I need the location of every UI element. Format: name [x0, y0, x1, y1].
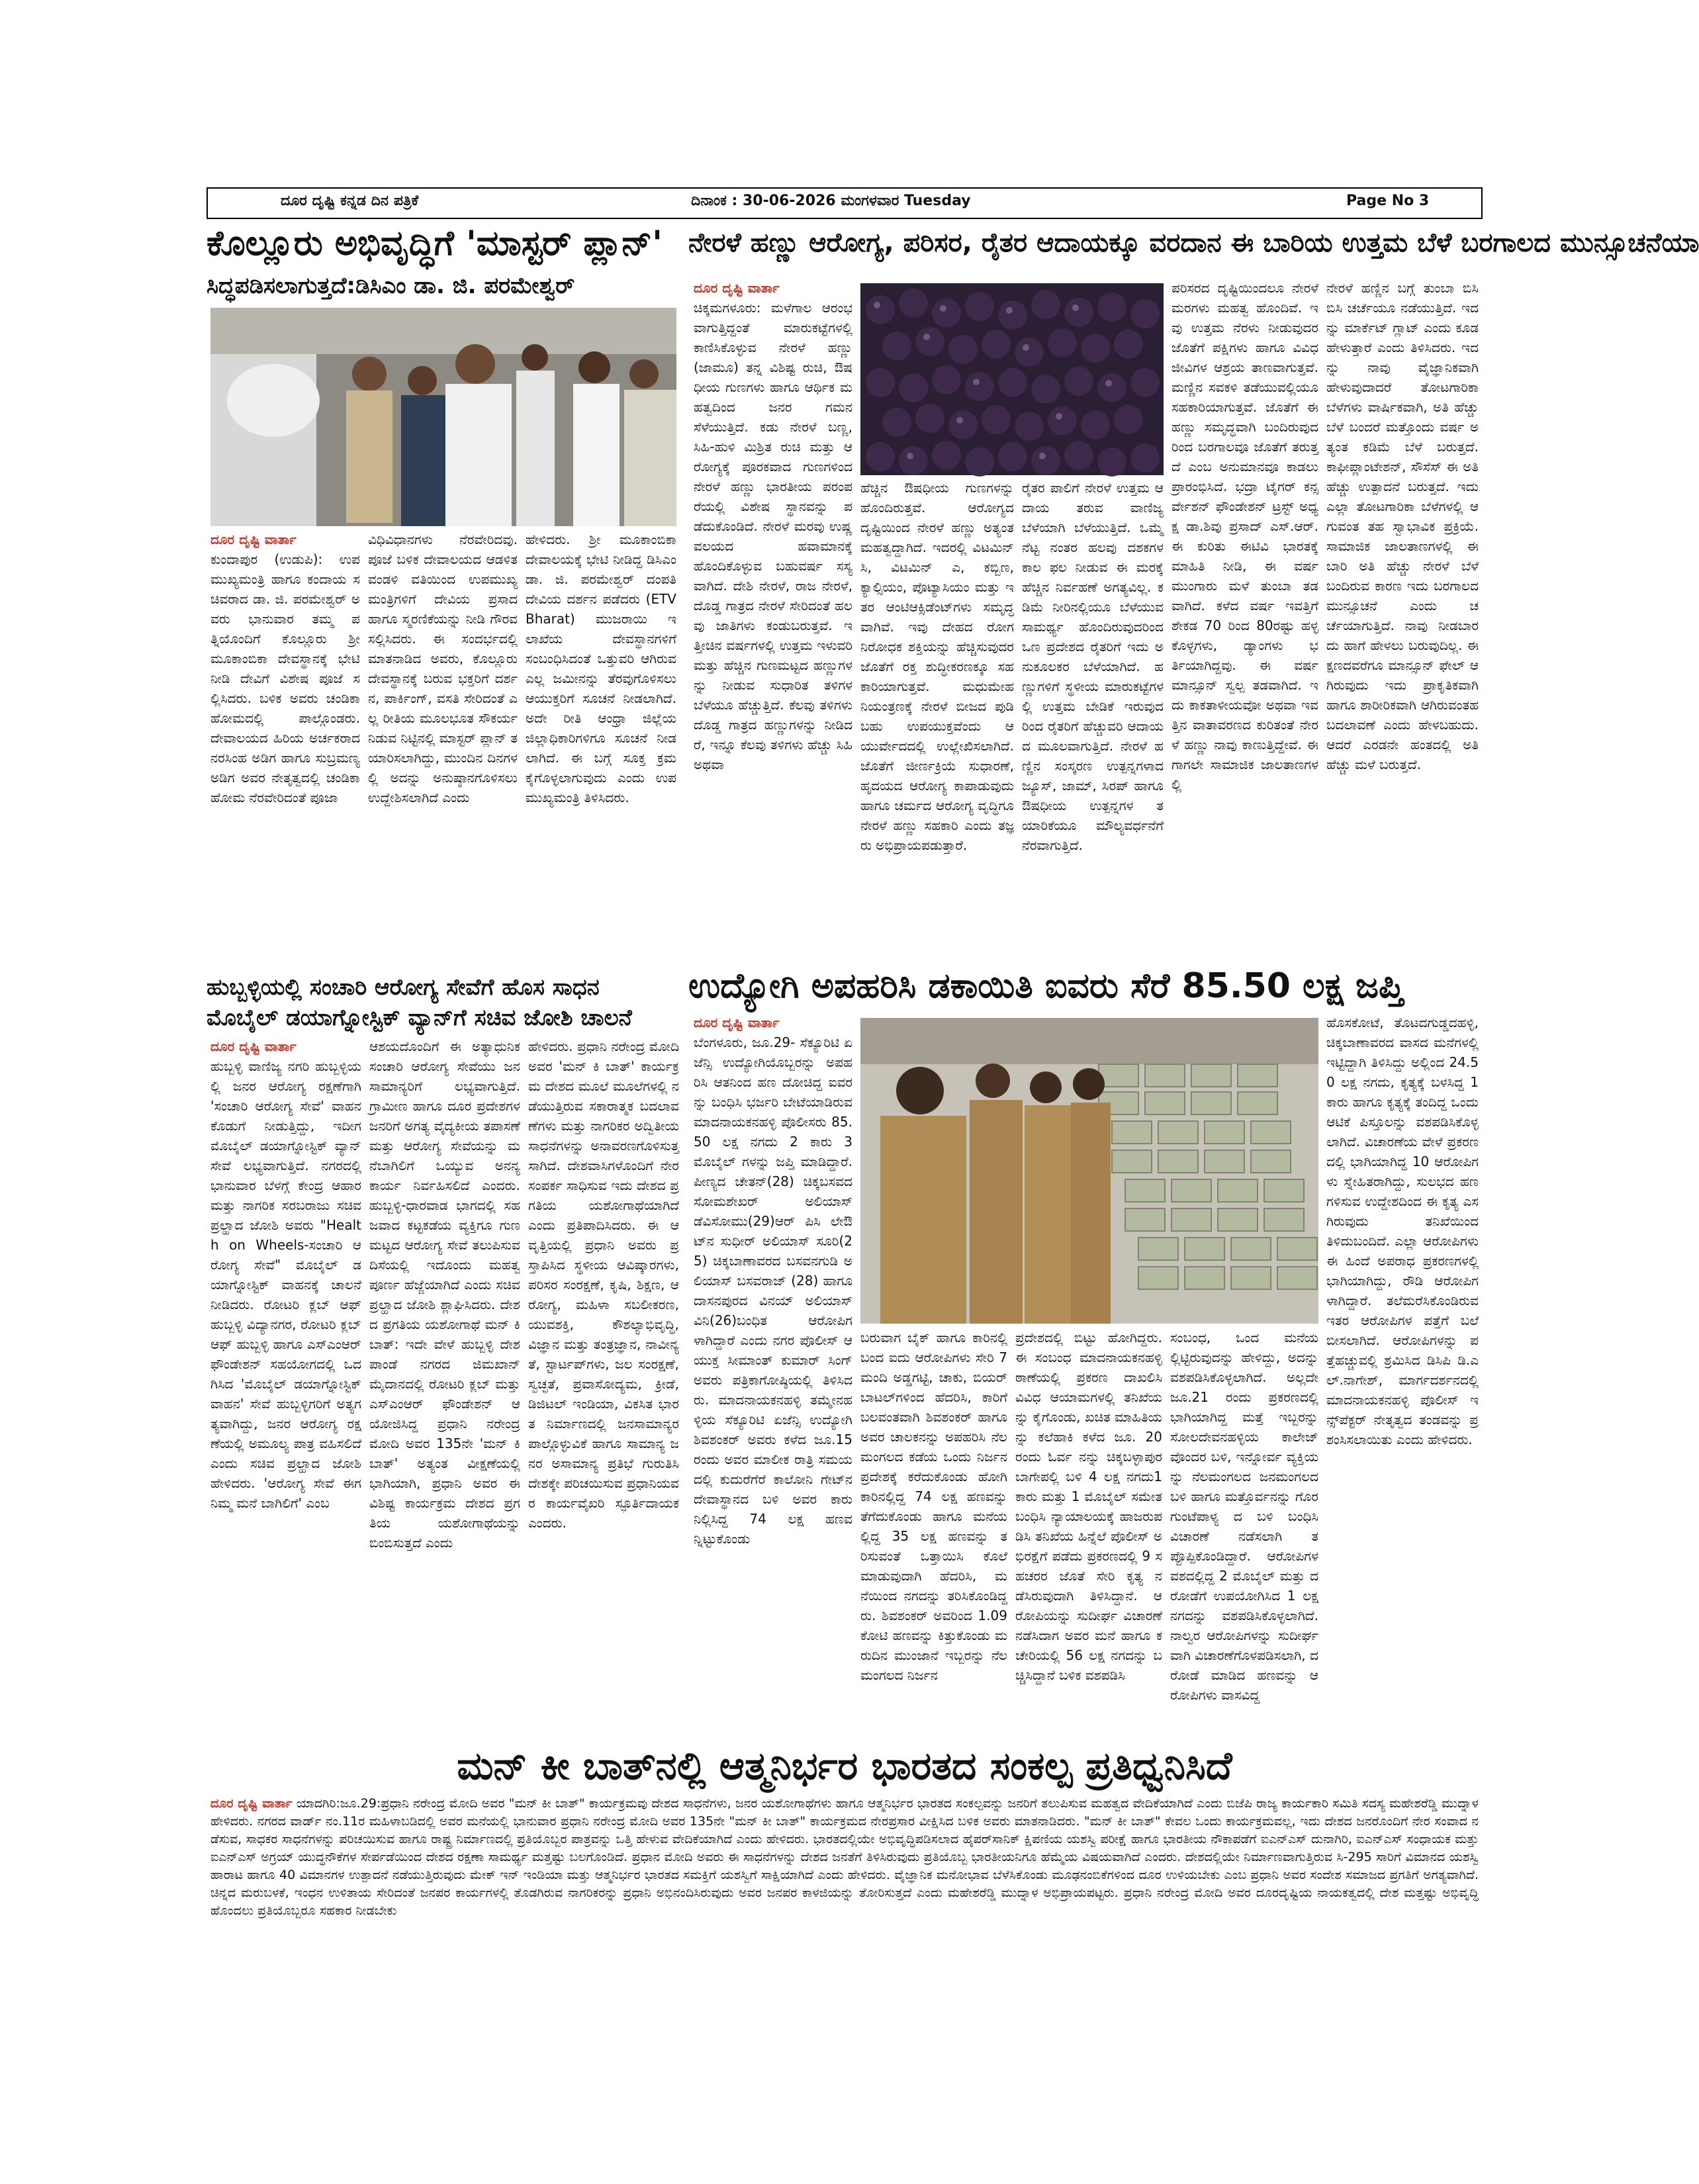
story1-text-2: ವಿಧಿವಿಧಾನಗಳು ನೆರವೇರಿದವು. ಪೂಜೆ ಬಳಿಕ ದೇವಾಲಯದ ಆಡಳಿತ ವಂಡಳಿ ವತಿಯಿಂದ ಉಪಮುಖ್ಯಮಂತ್ರಿಗಳಿಗೆ ದೇವಿಯ ಪ್ರಸಾದ ಹಾಗೂ ಸ್ಮರಣಿಕೆಯನ್ನು ನೀಡಿ ಗೌರವ ಸಲ್ಲಿಸಿದರು. ಈ ಸಂದರ್ಭದಲ್ಲಿ ಮಾತನಾಡಿದ ಅವರು, ಕೊಲ್ಲೂರು ದೇವಸ್ಥಾನಕ್ಕೆ ಬರುವ ಭಕ್ತರಿಗೆ ದರ್ಶನ, ಪಾರ್ಕಿಂಗ್, ವಸತಿ ಸೇರಿದಂತೆ ಎಲ್ಲ ರೀತಿಯ ಮೂಲಭೂತ ಸೌಕರ್ಯ ನಿಡುವ ನಿಟ್ಟಿನಲ್ಲಿ ಮಾಸ್ಟರ್ ಪ್ಲಾನ್ ತಯಾರಿಸಲಾಗಿದ್ದು, ಮುಂದಿನ ದಿನಗಳಲ್ಲಿ ಅದನ್ನು ಅನುಷ್ಠಾನಗೊಳಿಸಲು ಉದ್ದೇಶಿಸಲಾಗಿದೆ ಎಂದು [368, 531, 518, 805]
masthead-strip [207, 187, 1483, 219]
story4-text-3: ಪ್ರದೇಶದಲ್ಲಿ ಬಿಟ್ಟು ಹೋಗಿದ್ದರು. ಈ ಸಂಬಂಧ ಮಾದನಾಯಕನಹಳ್ಳಿ ಠಾಣೆಯಲ್ಲಿ ಪ್ರಕರಣ ದಾಖಲಿಸಿ ವಿವಿಧ ಆಯಾಮಗಳಲ್ಲಿ ತನಿಖೆಯನ್ನು ಕೈಗೊಂಡು, ಖಚಿತ ಮಾಹಿತಿಯನ್ನು ಕಲೆಹಾಕಿ ಕಳೆದ ಜೂ. 20 ರಂದು ಓರ್ವ ನನ್ನು ಚಿಕ್ಕಬಳ್ಳಾಪುರ ಬಾಗೇಪಲ್ಲಿ ಬಳಿ 4 ಲಕ್ಷ ನಗದು1 ಕಾರು ಮತ್ತು 1 ಮೊಬೈಲ್ ಸಮೇತ ಬಂಧಿಸಿ ನ್ಯಾಯಾಲಯಕ್ಕೆ ಹಾಜರುಪಡಿಸಿ ತನಿಖೆಯ ಹಿನ್ನೆಲೆ ಪೊಲೀಸ್ ಅಭಿರಕ್ಷೆಗೆ ಪಡೆದು ಪ್ರಕರಣದಲ್ಲಿ 9 ಸಹಚರರ ಜೊತೆ ಸೇರಿ ಕೃತ್ಯ ನಡೆಸಿರುವುದಾಗಿ ತಿಳಿಸಿದ್ದಾನೆ. ಆರೋಪಿಯನ್ನು ಸುದೀರ್ಘ ವಿಚಾರಣೆ ನಡೆಸಿದಾಗ ಅವರ ಮನೆ ಹಾಗೂ ಕಚೇರಿಯಲ್ಲಿ 56 ಲಕ್ಷ ನಗದನ್ನು ಬಚ್ಚಿಸಿದ್ದಾನೆ ಬಳಿಕ ವಶಪಡಿಸಿ [1015, 1330, 1162, 1683]
story4-column-2 [860, 1328, 1007, 1714]
story5-byline: ದೂರ ದೃಷ್ಟಿ ವಾರ್ತಾ [210, 1796, 293, 1811]
story2-column-1 [694, 278, 852, 854]
paper-name: ದೂರ ದೃಷ್ಟಿ ಕನ್ನಡ ದಿನ ಪತ್ರಿಕೆ [281, 193, 419, 209]
story1-photo [210, 308, 676, 526]
page-number: Page No 3 [1346, 193, 1430, 209]
story1-text-1: ಕುಂದಾಪುರ (ಉಡುಪಿ): ಉಪಮುಖ್ಯಮಂತ್ರಿ ಹಾಗೂ ಕಂದಾಯ ಸಚಿವರಾದ ಡಾ. ಜಿ. ಪರಮೇಶ್ವರ್ ಅವರು ಭಾನುವಾರ ತಮ್ಮ ಪತ್ನಿಯೊಂದಿಗೆ ಕೊಲ್ಲೂರು ಶ್ರೀ ಮೂಕಾಂಬಿಕಾ ದೇವಸ್ಥಾನಕ್ಕೆ ಭೇಟಿ ನೀಡಿ ದೇವಿಗೆ ವಿಶೇಷ ಪೂಜೆ ಸಲ್ಲಿಸಿದರು. ಬಳಿಕ ಅವರು ಚಂಡಿಕಾ ಹೋಮದಲ್ಲಿ ಪಾಲ್ಗೊಂಡರು. ದೇವಾಲಯದ ಹಿರಿಯ ಅರ್ಚಕರಾದ ನರಸಿಂಹ ಅಡಿಗ ಹಾಗೂ ಸುಬ್ರಮಣ್ಯ ಅಡಿಗ ಅವರ ನೇತೃತ್ವದಲ್ಲಿ ಚಂಡಿಕಾ ಹೋಮ ನೆರವೇರಿದಂತೆ ಪೂಜಾ [210, 551, 360, 805]
story5-text: ಯಾದಗಿರಿ:ಜೂ.29:ಪ್ರಧಾನಿ ನರೇಂದ್ರ ಮೋದಿ ಅವರ "ಮನ್ ಕೀ ಬಾತ್" ಕಾರ್ಯಕ್ರಮವು ದೇಶದ ಸಾಧನೆಗಳು, ಜನರ ಯಶೋಗಾಥೆಗಳು ಹಾಗೂ ಆತ್ಮನಿರ್ಭರ ಭಾರತದ ಸಂಕಲ್ಪವನ್ನು ಜನರಿಗೆ ತಲುಪಿಸುವ ಮಹತ್ವದ ವೇದಿಕೆಯಾಗಿದೆ ಎಂದು ಬಿಜೆಪಿ ರಾಜ್ಯ ಕಾರ್ಯಕಾರಿ ಸಮಿತಿ ಸದಸ್ಯ ಮಹೇಶರೆಡ್ಡಿ ಮುದ್ನಾಳ ಹೇಳಿದರು. ನಗರದ ವಾರ್ಡ್ ನಂ.11ರ ಮಹಿಳಾಬಡಿದಲ್ಲಿ ಅವರ ಮನೆಯಲ್ಲಿ ಭಾನುವಾರ ಪ್ರಧಾನಿ ನರೇಂದ್ರ ಮೋದಿ ಅವರ 135ನೇ "ಮನ್ ಕೀ ಬಾತ್" ಕಾರ್ಯಕ್ರಮದ ನೇರಪ್ರಸಾರ ವೀಕ್ಷಿಸಿದ ಬಳಿಕ ಅವರು ಮಾತನಾಡಿದರು. "ಮನ್ ಕೀ ಬಾತ್" ಕೇವಲ ಒಂದು ಕಾರ್ಯಕ್ರಮವಲ್ಲ, ಇದು ದೇಶದ ಜನರೊಂದಿಗೆ ನೇರ ಸಂವಾದ ನಡೆಸುವ, ಸಾಧಕರ ಸಾಧನೆಗಳನ್ನು ಪರಿಚಯಿಸುವ ಹಾಗೂ ರಾಷ್ಟ್ರ ನಿರ್ಮಾಣದಲ್ಲಿ ಪ್ರತಿಯೊಬ್ಬರ ಪಾತ್ರವನ್ನು ಒತ್ತಿ ಹೇಳುವ ವೇದಿಕೆಯಾಗಿದೆ ಎಂದು ಹೇಳಿದರು. ಭಾರತದಲ್ಲಿಯೇ ಅಭಿವೃದ್ಧಿಪಡಿಸಲಾದ ಹೈಪರ್‌ಸಾನಿಕ್ ಕ್ಷಿಪಣಿಯ ಯಶಸ್ವಿ ಪರೀಕ್ಷೆ ಹಾಗೂ ಭಾರತೀಯ ನೌಕಾಪಡೆಗೆ ಐಎನ್‌ಎಸ್ ದುನಾಗಿರಿ, ಐಎನ್‌ಎಸ್ ಸಂಧಾಯಕ ಮತ್ತು ಐಎನ್‌ಎಸ್ ಅಗ್ರಯ್ ಯುದ್ಧನೌಕೆಗಳ ಸೇರ್ಪಡೆಯಿಂದ ದೇಶದ ರಕ್ಷಣಾ ಸಾಮರ್ಥ್ಯ ಮತ್ತಷ್ಟು ಬಲಗೊಂಡಿದೆ. ಪ್ರಧಾನ ಮೋದಿ ಅವರು ಈ ಸಾಧನೆಗಳನ್ನು ದೇಶದ ಜನತೆಗೆ ತಿಳಿಸಿರುವುದು ಪ್ರತಿಯೊಬ್ಬ ಭಾರತೀಯನಿಗೂ ಹೆಮ್ಮೆಯ ವಿಷಯವಾಗಿದೆ ಎಂದರು. ದೇಶದಲ್ಲಿಯೇ ನಿರ್ಮಾಣವಾಗುತ್ತಿರುವ ಸಿ-295 ಸಾರಿಗೆ ವಿಮಾನದ ಯಶಸ್ವಿ ಹಾರಾಟ ಹಾಗೂ 40 ವಿಮಾನಗಳ ಉತ್ಪಾದನೆ ನಡೆಯುತ್ತಿರುವುದು ಮೇಕ್ ಇನ್ ಇಂಡಿಯಾ ಮತ್ತು ಆತ್ಮನಿರ್ಭರ ಭಾರತದ ಸಮಕ್ತಿಗೆ ಯಶಸ್ವಿಗೆ ಸಾಕ್ಷಿಯಾಗಿದೆ ಎಂದು ಹೇಳಿದರು. ವೈಜ್ಞಾನಿಕ ಮನೋಭಾವ ಬೆಳೆಸಿಕೊಂಡು ಮೂಢನಂಬಿಕೆಗಳಿಂದ ದೂರ ಉಳಿಯಬೇಕು ಎಂಬ ಪ್ರಧಾನಿ ಅವರ ಸಂದೇಶ ಸಮಾಜದ ಪ್ರಗತಿಗೆ ಅಗತ್ಯವಾಗಿದೆ. ಚಿನ್ನದ ಮರುಬಳಕೆ, ಇಂಧನ ಉಳಿತಾಯ ಸೇರಿದಂತೆ ಜನಪರ ಕಾರ್ಯಗಳಲ್ಲಿ ತೊಡಗಿರುವ ನಾಗರಿಕರನ್ನು ಪ್ರಧಾನಿ ಅಭಿನಂದಿಸಿರುವುದು ಅವರ ಜನಪರ ಕಾಳಜಿಯನ್ನು ತೋರಿಸುತ್ತದೆ ಎಂದು ಮಹೇಶರೆಡ್ಡಿ ಮುದ್ನಾಳ ಅಭಿಪ್ರಾಯಪಟ್ಟರು. ಪ್ರಧಾನಿ ನರೇಂದ್ರ ಮೋದಿ ಅವರ ದೂರದೃಷ್ಟಿಯ ನಾಯಕತ್ವದಲ್ಲಿ ದೇಶ ಮತ್ತಷ್ಟು ಅಭಿವೃದ್ಧಿ ಹೊಂದಲು ಪ್ರತಿಯೊಬ್ಬರೂ ಸಹಕಾರ ನೀಡಬೇಕು [210, 1796, 1479, 1918]
story4-byline: ದೂರ ದೃಷ್ಟಿ ವಾರ್ತಾ [694, 1015, 780, 1030]
story2-photo [860, 283, 1164, 475]
story5-body [210, 1795, 1479, 1980]
story4-column-1 [694, 1013, 852, 1714]
story4-text-5: ಹೊಸಕೋಟೆ, ತೊಟದಗುಡ್ಡದಹಳ್ಳಿ, ಚಿಕ್ಕಬಾಣಾವರದ ವಾಸದ ಮನೆಗಳಲ್ಲಿ ಇಟ್ಟಿದ್ದಾಗಿ ತಿಳಿಸಿದ್ದು ಅಲ್ಲಿಂದ 24.50 ಲಕ್ಷ ನಗದು, ಕೃತ್ಯಕ್ಕೆ ಬಳಸಿದ್ದ 1 ಕಾರು ಹಾಗೂ ಕೃತ್ಯಕ್ಕೆ ತಂದಿದ್ದ ಒಂದು ಆಟಿಕೆ ಪಿಸ್ತೂಲನ್ನು ವಶಪಡಿಸಿಕೊಳ್ಳಲಾಗಿದೆ. ವಿಚಾರಣೆಯ ವೇಳೆ ಪ್ರಕರಣದಲ್ಲಿ ಭಾಗಿಯಾಗಿದ್ದ 10 ಆರೋಪಿಗಳು ಸ್ನೇಹಿತರಾಗಿದ್ದು, ಸುಲಭದ ಹಣಗಳಿಸುವ ಉದ್ದೇಶದಿಂದ ಈ ಕೃತ್ಯ ಎಸಗಿರುವುದು ತನಿಖೆಯಿಂದ ತಿಳಿದುಬಂದಿದೆ. ಎಲ್ಲಾ ಆರೋಪಿಗಳು ಈ ಹಿಂದೆ ಅಪರಾಧ ಪ್ರಕರಣಗಳಲ್ಲಿ ಭಾಗಿಯಾಗಿದ್ದು, ರೌಡಿ ಆರೋಪಿಗಳಾಗಿದ್ದಾರೆ. ತಲೆಮರೆಸಿಕೊಂಡಿರುವ ಇತರ ಆರೋಪಿಗಳ ಪತ್ತೆಗೆ ಬಲೆ ಬೀಸಲಾಗಿದೆ. ಆರೋಪಿಗಳನ್ನು ಪತ್ತೆಹಚ್ಚುವಲ್ಲಿ ಶ್ರಮಿಸಿದ ಡಿಸಿಪಿ ಡಿ.ಎಲ್.ನಾಗೇಶ್, ಮಾರ್ಗದರ್ಶನದಲ್ಲಿ ಮಾದನಾಯಕನಹಳ್ಳಿ ಪೊಲೀಸ್ ಇನ್ಸ್‌ಪೆಕ್ಟರ್ ನೇತೃತ್ವದ ತಂಡವನ್ನು ಪ್ರಶಂಸಿಸಲಾಯಿತು ಎಂದು ಹೇಳಿದರು. [1326, 1015, 1479, 1447]
story1-text-3: ಹೇಳಿದರು. ಶ್ರೀ ಮೂಕಾಂಬಿಕಾ ದೇವಾಲಯಕ್ಕೆ ಭೇಟಿ ನೀಡಿದ್ದ ಡಿಸಿಎಂ ಡಾ. ಜಿ. ಪರಮೇಶ್ವರ್ ದಂಪತಿ ದೇವಿಯ ದರ್ಶನ ಪಡೆದರು (ETV Bharat) ಮುಜರಾಯಿ ಇಲಾಖೆಯ ದೇವಸ್ಥಾನಗಳಿಗೆ ಸಂಬಂಧಿಸಿದಂತೆ ಒತ್ತುವರಿ ಆಗಿರುವ ಎಲ್ಲ ಜಮೀನನ್ನು ತೆರವುಗೊಳಿಸಲು ಆಯುಕ್ತರಿಗೆ ಸೂಚನೆ ನೀಡಲಾಗಿದೆ. ಅದೇ ರೀತಿ ಆಂಧ್ರಾ ಜಿಲ್ಲೆಯ ಜಿಲ್ಲಾಧಿಕಾರಿಗಳಿಗೂ ಸೂಚನೆ ನೀಡಲಾಗಿದೆ. ಈ ಬಗ್ಗೆ ಸೂಕ್ತ ಕ್ರಮ ಕೈಗೊಳ್ಳಲಾಗುವುದು ಎಂದು ಉಪಮುಖ್ಯಮಂತ್ರಿ ತಿಳಿಸಿದರು. [526, 531, 676, 805]
story2-text-3: ರೈತರ ಪಾಲಿಗೆ ನೇರಳೆ ಉತ್ತಮ ಆದಾಯ ತರುವ ವಾಣಿಜ್ಯ ಬೆಳೆಯಾಗಿ ಬೆಳೆಯುತ್ತಿದೆ. ಒಮ್ಮೆ ನೆಟ್ಟ ನಂತರ ಹಲವು ದಶಕಗಳ ಕಾಲ ಫಲ ನೀಡುವ ಈ ಮರಕ್ಕೆ ಹೆಚ್ಚಿನ ನಿರ್ವಹಣೆ ಅಗತ್ಯವಿಲ್ಲ. ಕಡಿಮೆ ನೀರಿನಲ್ಲಿಯೂ ಬೆಳೆಯುವ ಸಾಮರ್ಥ್ಯ ಹೊಂದಿರುವುದರಿಂದ ಒಣ ಪ್ರದೇಶದ ರೈತರಿಗೆ ಇದು ಅನುಕೂಲಕರ ಬೆಳೆಯಾಗಿದೆ. ಹಣ್ಣುಗಳಿಗೆ ಸ್ಥಳೀಯ ಮಾರುಕಟ್ಟೆಗಳಲ್ಲಿ ಉತ್ತಮ ಬೇಡಿಕೆ ಇರುವುದರಿಂದ ರೈತರಿಗೆ ಹೆಚ್ಚುವರಿ ಆದಾಯದ ಮೂಲವಾಗುತ್ತಿದೆ. ನೇರಳೆ ಹಣ್ಣಿನ ಸಂಸ್ಕರಣ ಉತ್ಪನ್ನಗಳಾದ ಜ್ಯೂಸ್, ಜಾಮ್, ಸಿರಪ್ ಹಾಗೂ ಔಷಧೀಯ ಉತ್ಪನ್ನಗಳ ತಯಾರಿಕೆಯೂ ಮೌಲ್ಯವರ್ಧನೆಗೆ ನೆರವಾಗುತ್ತಿದೆ. [1022, 480, 1164, 853]
story4-text-2: ಬರುವಾಗ ಬೈಕ್ ಹಾಗೂ ಕಾರಿನಲ್ಲಿ ಬಂದ ಐದು ಆರೋಪಿಗಳು ಸೇರಿ 7 ಮಂದಿ ಅಡ್ಡಗಟ್ಟಿ, ಚಾಕು, ಬಿಯರ್ ಬಾಟಲ್‌ಗಳಿಂದ ಹೆದರಿಸಿ, ಕಾರಿಗೆ ಬಲವಂತವಾಗಿ ಶಿವಶಂಕರ್ ಹಾಗೂ ಅವರ ಚಾಲಕನನ್ನು ಅಪಹರಿಸಿ ನೆಲಮಂಗಲದ ಕಡೆಯ ಒಂದು ನಿರ್ಜನ ಪ್ರದೇಶಕ್ಕೆ ಕರೆದುಕೊಂಡು ಹೋಗಿ ಕಾರಿನಲ್ಲಿದ್ದ 74 ಲಕ್ಷ ಹಣವನ್ನು ತೆಗೆದುಕೊಂಡು ಹಾಗೂ ಮನೆಯಲ್ಲಿದ್ದ 35 ಲಕ್ಷ ಹಣವನ್ನು ತರಿಸುವಂತೆ ಒತ್ತಾಯಿಸಿ ಕೊಲೆ ಮಾಡುವುದಾಗಿ ಹೆದರಿಸಿ, ಮನೆಯಿಂದ ನಗದನ್ನು ತರಿಸಿಕೊಂಡಿದ್ದರು. ಶಿವಶಂಕರ್ ಅವರಿಂದ 1.09 ಕೋಟಿ ಹಣವನ್ನು ಕಿತ್ತುಕೊಂಡು ಮರುದಿನ ಮುಂಜಾನೆ ಇಬ್ಬರನ್ನು ನೆಲಮಂಗಲದ ನಿರ್ಜನ [860, 1330, 1007, 1683]
story4-text-4: ಸಂಬಂಧ, ಒಂದ ಮನೆಯಲ್ಲಿಟ್ಟಿರುವುದನ್ನು ಹೇಳಿದ್ದು, ಅದನ್ನು ವಶಪಡಿಸಿಕೊಳ್ಳಲಾಗಿದೆ. ಅಲ್ಲದೇ ಜೂ.21 ರಂದು ಪ್ರಕರಣದಲ್ಲಿ ಭಾಗಿಯಾಗಿದ್ದ ಮತ್ತೆ ಇಬ್ಬರನ್ನು ಸೋಲದೇವನಹಳ್ಳಿಯ ಕಾಲೇಜ್ ವೊಂದರ ಬಳಿ, ಇನ್ನೋರ್ವ ವ್ಯಕ್ತಿಯನ್ನು ನೆಲಮಂಗಲದ ಜನಮಂಗಲದ ಬಳಿ ಹಾಗೂ ಮತ್ತೊರ್ವನನ್ನು ಗೊರಗುಂಟೆಪಾಳ್ಯ ದ ಬಳಿ ಬಂಧಿಸಿ ವಿಚಾರಣೆ ನಡೆಸಲಾಗಿ ತಪ್ಪೊಪ್ಪಿಕೊಂಡಿದ್ದಾರೆ. ಆರೋಪಿಗಳ ವಶದಲ್ಲಿದ್ದ 2 ಮೊಬೈಲ್ ಮತ್ತು ದರೋಡೆಗೆ ಉಪಯೋಗಿಸಿದ 1 ಲಕ್ಷ ನಗದನ್ನು ವಶಪಡಿಸಿಕೊಳ್ಳಲಾಗಿದೆ. ನಾಲ್ವರ ಆರೋಪಿಗಳನ್ನು ಸುದೀರ್ಘವಾಗಿ ವಿಚಾರಣೆಗೊಳಪಡಿಸಲಾಗಿ, ದರೋಡೆ ಮಾಡಿದ ಹಣವನ್ನು ಆರೋಪಿಗಳು ವಾಸವಿದ್ದ [1170, 1330, 1318, 1703]
story1-column-2 [368, 529, 518, 841]
story3-text-3: ಹೇಳಿದರು. ಪ್ರಧಾನಿ ನರೇಂದ್ರ ಮೋದಿ ಅವರ 'ಮನ್ ಕಿ ಬಾತ್' ಕಾರ್ಯಕ್ರಮ ದೇಶದ ಮೂಲೆ ಮೂಲೆಗಳಲ್ಲಿ ನಡೆಯುತ್ತಿರುವ ಸಕಾರಾತ್ಮಕ ಬದಲಾವಣೆಗಳು ಮತ್ತು ನಾಗರಿಕರ ಅದ್ವಿತೀಯ ಸಾಧನೆಗಳನ್ನು ಅನಾವರಣಗೊಳಿಸುತ್ತ ಸಾಗಿದೆ. ದೇಶವಾಸಿಗಳೊಂದಿಗೆ ನೇರ ಸಂಪರ್ಕ ಸಾಧಿಸುವ ಇದು ದೇಶದ ಪ್ರಗತಿಯ ಯಶೋಗಾಥೆಯಾಗಿದೆ ಎಂದು ಪ್ರತಿಪಾದಿಸಿದರು. ಈ ಆವೃತ್ತಿಯಲ್ಲಿ ಪ್ರಧಾನಿ ಅವರು ಪ್ರಸ್ತಾಪಿಸಿದ ಸ್ಥಳೀಯ ಆವಿಷ್ಕಾರಗಳು, ಪರಿಸರ ಸಂರಕ್ಷಣೆ, ಕೃಷಿ, ಶಿಕ್ಷಣ, ಆರೋಗ್ಯ, ಮಹಿಳಾ ಸಬಲೀಕರಣ, ಯುವಶಕ್ತಿ, ಕೌಶಲ್ಯಾಭಿವೃದ್ಧಿ, ವಿಜ್ಞಾನ ಮತ್ತು ತಂತ್ರಜ್ಞಾನ, ನಾವೀನ್ಯತೆ, ಸ್ಟಾರ್ಟಪ್‌ಗಳು, ಜಲ ಸಂರಕ್ಷಣೆ, ಸ್ವಚ್ಛತೆ, ಪ್ರವಾಸೋದ್ಯಮ, ಕ್ರೀಡೆ, ಡಿಜಿಟಲ್ ಇಂಡಿಯಾ, ವಿಕಸಿತ ಭಾರತ ನಿರ್ಮಾಣದಲ್ಲಿ ಜನಸಾಮಾನ್ಯರ ಪಾಲ್ಗೊಳ್ಳುವಿಕೆ ಹಾಗೂ ಸಾಮಾನ್ಯ ಜನರ ಅಸಾಮಾನ್ಯ ಪ್ರತಿಭೆ ಗುರುತಿಸಿ ದೇಶಕ್ಕೇ ಪರಿಚಯಿಸುವ ಪ್ರಧಾನಿಯವರ ಕಾರ್ಯವೈಖರಿ ಸ್ಫೂರ್ತಿದಾಯಕ ಎಂದರು. [528, 1038, 680, 1531]
story3-text-1: ಹುಬ್ಬಳ್ಳಿ ವಾಣಿಜ್ಯ ನಗರಿ ಹುಬ್ಬಳ್ಳಿಯಲ್ಲಿ ಜನರ ಆರೋಗ್ಯ ರಕ್ಷಣೆಗಾಗಿ 'ಸಂಚಾರಿ ಆರೋಗ್ಯ ಸೇವೆ' ವಾಹನ ಕೊಡುಗೆ ನೀಡುತ್ತಿದ್ದು, ಇದೀಗ ಮೊಬೈಲ್ ಡಯಾಗ್ನೋಸ್ಟಿಕ್ ವ್ಯಾನ್ ಸೇವೆ ಲಭ್ಯವಾಗುತ್ತಿದೆ. ನಗರದಲ್ಲಿ ಭಾನುವಾರ ಬೆಳಗ್ಗೆ ಕೇಂದ್ರ ಆಹಾರ ಮತ್ತು ನಾಗರಿಕ ಸರಬರಾಜು ಸಚಿವ ಪ್ರಲ್ಹಾದ ಜೋಶಿ ಅವರು "Health on Wheels-ಸಂಚಾರಿ ಆರೋಗ್ಯ ಸೇವೆ" ಮೊಬೈಲ್ ಡಯಾಗ್ನೋಸ್ಟಿಕ್ ವಾಹನಕ್ಕೆ ಚಾಲನೆ ನೀಡಿದರು. ರೋಟರಿ ಕ್ಲಬ್ ಆಫ್ ಹುಬ್ಬಳ್ಳಿ ವಿದ್ಯಾನಗರ, ರೋಟರಿ ಕ್ಲಬ್ ಆಫ್ ಹುಬ್ಬಳ್ಳಿ ಹಾಗೂ ಎಸ್‌ಎಂಆರ್ ಫೌಂಡೇಶನ್ ಸಹಯೋಗದಲ್ಲಿ ಒದಗಿಸಿದ 'ಮೊಬೈಲ್ ಡಯಾಗ್ನೋಸ್ಟಿಕ್ ವಾಹನ' ಸೇವೆ ಹುಬ್ಬಳ್ಳಿಗರಿಗೆ ಅತ್ಯಗತ್ಯವಾಗಿದ್ದು, ಜನರ ಆರೋಗ್ಯ ರಕ್ಷಣೆಯಲ್ಲಿ ಅಮೂಲ್ಯ ಪಾತ್ರ ವಹಿಸಲಿದೆ ಎಂದು ಸಚಿವ ಪ್ರಲ್ಹಾದ ಜೋಶಿ ಹೇಳಿದರು. 'ಆರೋಗ್ಯ ಸೇವೆ ಈಗ ನಿಮ್ಮ ಮನೆ ಬಾಗಿಲಿಗೆ' ಎಂಬ [210, 1058, 361, 1511]
story2-column-2 [860, 478, 1014, 854]
story2-text-1: ಚಿಕ್ಕಮಗಳೂರು: ಮಳೆಗಾಲ ಆರಂಭ ವಾಗುತ್ತಿದ್ದಂತೆ ಮಾರುಕಟ್ಟೆಗಳಲ್ಲಿ ಕಾಣಿಸಿಕೊಳ್ಳುವ ನೇರಳೆ ಹಣ್ಣು (ಜಾಮೂ) ತನ್ನ ವಿಶಿಷ್ಟ ರುಚಿ, ಔಷಧೀಯ ಗುಣಗಳು ಹಾಗೂ ಆರ್ಥಿಕ ಮಹತ್ವದಿಂದ ಜನರ ಗಮನ ಸೆಳೆಯುತ್ತಿದೆ. ಕಡು ನೇರಳೆ ಬಣ್ಣ, ಸಿಹಿ-ಹುಳಿ ಮಿಶ್ರಿತ ರುಚಿ ಮತ್ತು ಆರೋಗ್ಯಕ್ಕೆ ಪೂರಕವಾದ ಗುಣಗಳಿಂದ ನೇರಳೆ ಹಣ್ಣು ಭಾರತೀಯ ಪರಂಪರೆಯಲ್ಲಿ ವಿಶೇಷ ಸ್ಥಾನವನ್ನು ಪಡೆದುಕೊಂಡಿದೆ. ನೇರಳೆ ಮರವು ಉಷ್ಣವಲಯದ ಹವಾಮಾನಕ್ಕೆ ಹೊಂದಿಕೊಳ್ಳುವ ಬಹುವರ್ಷ ಸಸ್ಯವಾಗಿದೆ. ದೇಶಿ ನೇರಳೆ, ರಾಜ ನೇರಳೆ, ದೊಡ್ಡ ಗಾತ್ರದ ನೇರಳೆ ಸೇರಿದಂತೆ ಹಲವು ಜಾತಿಗಳು ಕಂಡುಬರುತ್ತವೆ. ಇತ್ತೀಚಿನ ವರ್ಷಗಳಲ್ಲಿ ಉತ್ತಮ ಇಳುವರಿ ಮತ್ತು ಹೆಚ್ಚಿನ ಗುಣಮಟ್ಟದ ಹಣ್ಣುಗಳನ್ನು ನೀಡುವ ಸುಧಾರಿತ ತಳಿಗಳ ಬೆಳೆಯೂ ಹೆಚ್ಚುತ್ತಿದೆ. ಕೆಲವು ತಳಿಗಳು ದೊಡ್ಡ ಗಾತ್ರದ ಹಣ್ಣುಗಳನ್ನು ನೀಡಿದರೆ, ಇನ್ನೂ ಕೆಲವು ತಳಿಗಳು ಹೆಚ್ಚು ಸಿಹಿ ಅಥವಾ [694, 300, 852, 772]
story2-column-4 [1171, 278, 1318, 854]
story4-headline: ಉದ್ಯೋಗಿ ಅಪಹರಿಸಿ ಡಕಾಯಿತಿ ಐವರು ಸೆರೆ 85.50 ಲಕ್ಷ ಜಪ್ತಿ [688, 966, 1404, 1006]
story2-text-2: ಹೆಚ್ಚಿನ ಔಷಧೀಯ ಗುಣಗಳನ್ನು ಹೊಂದಿರುತ್ತವೆ. ಆರೋಗ್ಯದ ದೃಷ್ಟಿಯಿಂದ ನೇರಳೆ ಹಣ್ಣು ಅತ್ಯಂತ ಮಹತ್ವದ್ದಾಗಿದೆ. ಇದರಲ್ಲಿ ವಿಟಮಿನ್ ಸಿ, ವಿಟಮಿನ್ ಎ, ಕಬ್ಬಿಣ, ಕ್ಯಾಲ್ಸಿಯಂ, ಪೊಟ್ಯಾಸಿಯಂ ಮತ್ತು ಇತರ ಆಂಟಿಆಕ್ಸಿಡೆಂಟ್‌ಗಳು ಸಮೃದ್ಧವಾಗಿವೆ. ಇವು ದೇಹದ ರೋಗನಿರೋಧಕ ಶಕ್ತಿಯನ್ನು ಹೆಚ್ಚಿಸುವುದರ ಜೊತೆಗೆ ರಕ್ತ ಶುದ್ಧೀಕರಣಕ್ಕೂ ಸಹಕಾರಿಯಾಗುತ್ತವೆ. ಮಧುಮೇಹ ನಿಯಂತ್ರಣಕ್ಕೆ ನೇರಳೆ ಬೀಜದ ಪುಡಿ ಬಹು ಉಪಯುಕ್ತವೆಂದು ಆಯುರ್ವೇದದಲ್ಲಿ ಉಲ್ಲೇಖಿಸಲಾಗಿದೆ. ಜೊತೆಗೆ ಜೀರ್ಣಕ್ರಿಯೆ ಸುಧಾರಣೆ, ಹೃದಯದ ಆರೋಗ್ಯ ಕಾಪಾಡುವುದು ಹಾಗೂ ಚರ್ಮದ ಆರೋಗ್ಯ ವೃದ್ಧಿಗೂ ನೇರಳೆ ಹಣ್ಣು ಸಹಕಾರಿ ಎಂದು ತಜ್ಞರು ಅಭಿಪ್ರಾಯಪಡುತ್ತಾರೆ. [860, 480, 1014, 853]
story3-column-2 [369, 1036, 520, 1715]
story4-column-3 [1015, 1328, 1162, 1714]
story2-text-4: ಪರಿಸರದ ದೃಷ್ಟಿಯಿಂದಲೂ ನೇರಳೆ ಮರಗಳು ಮಹತ್ವ ಹೊಂದಿವೆ. ಇವು ಉತ್ತಮ ನೆರಳು ನೀಡುವುದರ ಜೊತೆಗೆ ಪಕ್ಷಿಗಳು ಹಾಗೂ ವಿವಿಧ ಜೀವಿಗಳ ಆಶ್ರಯ ತಾಣವಾಗುತ್ತವೆ. ಮಣ್ಣಿನ ಸವಕಳಿ ತಡೆಯುವಲ್ಲಿಯೂ ಸಹಕಾರಿಯಾಗುತ್ತವೆ. ಜೊತೆಗೆ ಈ ಹಣ್ಣು ಸಮೃದ್ಧವಾಗಿ ಬಂದಿರುವುದರಿಂದ ಬರಗಾಲವೂ ಜೊತೆಗೆ ತರುತ್ತದೆ ಎಂಬ ಅನುಮಾನವೂ ಕಾಡಲು ಪ್ರಾರಂಭಿಸಿದೆ. ಭದ್ರಾ ಟೈಗರ್ ಕನ್ಸರ್ವೇಶನ್ ಫೌಂಡೇಶನ್ ಟ್ರಸ್ಟ್ ಅಧ್ಯಕ್ಷ ಡಾ.ಶಿವು ಪ್ರಸಾದ್ ಎಸ್.ಆರ್. ಈ ಕುರಿತು ಈಟಿವಿ ಭಾರತಕ್ಕೆ ಮಾಹಿತಿ ನೀಡಿ, ಈ ವರ್ಷ ಮುಂಗಾರು ಮಳೆ ತುಂಬಾ ತಡವಾಗಿದೆ. ಕಳೆದ ವರ್ಷ ಇವತ್ತಿಗೆ ಶೇಕಡ 70 ರಿಂದ 80ರಷ್ಟು ಹಳ್ಳಕೊಳ್ಳಗಳು, ಡ್ಯಾಂಗಳು ಭರ್ತಿಯಾಗಿದ್ದವು. ಈ ವರ್ಷ ಮಾನ್ಸೂನ್ ಸ್ವಲ್ಪ ತಡವಾಗಿದೆ. ಇದು ಕಾಕತಾಳೀಯವೋ ಅಥವಾ ಇವತ್ತಿನ ವಾತಾವರಣದ ಕುರಿತಂತೆ ನೇರಳೆ ಹಣ್ಣು ನಾವು ಕಾಣುತ್ತಿದ್ದೇವೆ. ಈಗಾಗಲೇ ಸಾಮಾಜಿಕ ಜಾಲತಾಣಗಳಲ್ಲಿ [1171, 280, 1318, 792]
story5-headline: ಮನ್ ಕೀ ಬಾತ್‌ನಲ್ಲಿ ಆತ್ಮನಿರ್ಭರ ಭಾರತದ ಸಂಕಲ್ಪ ಪ್ರತಿಧ್ವನಿಸಿದೆ [457, 1743, 1232, 1788]
story1-column-1 [210, 529, 360, 841]
story2-text-5: ನೇರಳೆ ಹಣ್ಣಿನ ಬಗ್ಗೆ ತುಂಬಾ ಬಿಸಿ ಬಿಸಿ ಚರ್ಚೆಯೂ ನಡೆಯುತ್ತಿದೆ. ಇದನ್ನು ಮಾರ್ಕೆಟ್ ಗ್ಲಾಟ್ ಎಂದು ಕೂಡ ಹೇಳುತ್ತಾರೆ ಎಂದು ತಿಳಿಸಿದರು. ಇದನ್ನು ನಾವು ವೈಜ್ಞಾನಿಕವಾಗಿ ಹೇಳುವುದಾದರೆ ತೋಟಗಾರಿಕಾ ಬೆಳೆಗಳು ವಾರ್ಷಿಕವಾಗಿ, ಅತಿ ಹೆಚ್ಚು ಬೆಳೆ ಬಂದರೆ ಮತ್ತೊಂದು ವರ್ಷ ಅತ್ಯಂತ ಕಡಿಮೆ ಬೆಳೆ ಬರುತ್ತದೆ. ಕಾಫೀಪ್ಲಾಂಟೇಶನ್, ಸೌಸೆಸ್ ಈ ಅತಿ ಹೆಚ್ಚು ಉತ್ಪಾದನೆ ಬರುತ್ತದೆ. ಇದು ಎಲ್ಲಾ ತೋಟಗಾರಿಕಾ ಬೆಳೆಗಳಲ್ಲಿ ಆಗುವಂತ ತಹ ಸ್ವಾಭಾವಿಕ ಪ್ರಕ್ರಿಯೆ. ಸಾಮಾಜಿಕ ಜಾಲತಾಣಗಳಲ್ಲಿ ಈ ಬಾರಿ ಅತಿ ಹೆಚ್ಚು ನೇರಳೆ ಬೆಳೆ ಬಂದಿರುವ ಕಾರಣ ಇದು ಬರಗಾಲದ ಮುನ್ಸೂಚನೆ ಎಂದು ಚರ್ಚೆಯಾಗುತ್ತಿದೆ. ನಾವು ನೀಡಬಾರದು ಹಾಗೆ ಹೇಳಲು ಬರುವುದಿಲ್ಲ. ಈ ಕ್ಷಣದವರೆಗೂ ಮಾನ್ಸೂನ್ ಫೇಲ್ ಆಗಿರುವುದು ಇದು ಪ್ರಾಕೃತಿಕವಾಗಿ ಹಾಗೂ ಶಾರೀರಿಕವಾಗಿ ಆಗಿರುವಂತಹ ಬದಲಾವಣೆ ಎಂದು ಹೇಳಬಹುದು. ಆದರೆ ಎರಡನೇ ಹಂತದಲ್ಲಿ ಅತಿ ಹೆಚ್ಚು ಮಳೆ ಬರುತ್ತದೆ. [1326, 280, 1479, 772]
story4-photo [860, 1018, 1318, 1324]
story2-byline: ದೂರ ದೃಷ್ಟಿ ವಾರ್ತಾ [694, 280, 780, 296]
story3-byline: ದೂರ ದೃಷ್ಟಿ ವಾರ್ತಾ [210, 1038, 297, 1054]
story2-column-3 [1022, 478, 1164, 854]
story1-column-3 [526, 529, 676, 841]
story1-subhead: ಸಿದ್ಧಪಡಿಸಲಾಗುತ್ತದೆ:ಡಿಸಿಎಂ ಡಾ. ಜಿ. ಪರಮೇಶ್ವರ್ [207, 273, 575, 299]
story3-column-1 [210, 1036, 361, 1715]
story4-column-4 [1170, 1328, 1318, 1714]
story2-headline: ನೇರಳೆ ಹಣ್ಣು ಆರೋಗ್ಯ, ಪರಿಸರ, ರೈತರ ಆದಾಯಕ್ಕೂ ವರದಾನ ಈ ಬಾರಿಯ ಉತ್ತಮ ಬೆಳೆ ಬರಗಾಲದ ಮುನ್ಸೂಚನೆಯಾ [688, 228, 1699, 258]
story1-headline: ಕೊಲ್ಲೂರು ಅಭಿವೃದ್ಧಿಗೆ 'ಮಾಸ್ಟರ್ ಪ್ಲಾನ್' [207, 224, 663, 263]
issue-date: ದಿನಾಂಕ : 30-06-2026 ಮಂಗಳವಾರ Tuesday [691, 193, 971, 209]
story1-byline: ದೂರ ದೃಷ್ಟಿ ವಾರ್ತಾ [210, 531, 297, 547]
story4-text-1: ಬೆಂಗಳೂರು, ಜೂ.29- ಸೆಕ್ಯೂರಿಟಿ ಏಜೆನ್ಸಿ ಉದ್ಯೋಗಿಯೊಬ್ಬರನ್ನು ಅಪಹರಿಸಿ ಆತನಿಂದ ಹಣ ದೋಚಿದ್ದ ಐವರನ್ನು ಬಂಧಿಸಿ ಭರ್ಜರಿ ಬೇಟೆಯಾಡಿರುವ ಮಾದನಾಯಕನಹಳ್ಳಿ ಪೊಲೀಸರು 85.50 ಲಕ್ಷ ನಗದು 2 ಕಾರು 3 ಮೊಬೈಲ್ ಗಳನ್ನು ಜಪ್ತಿ ಮಾಡಿದ್ದಾರೆ. ಪೀಣ್ಯದ ಚೇತನ್(28) ಚಿಕ್ಕಬಸವದ ಸೋಮಶೇಖರ್ ಅಲಿಯಾಸ್ ಡೆವಿಸೋಮು(29)ಆರ್ ಪಿಸಿ ಲೇಔಟ್‌ನ ಸುಧೀರ್ ಅಲಿಯಾಸ್ ಸೂರಿ(25) ಚಿಕ್ಕಬಾಣಾವರದ ಬಸವನಗುಡಿ ಅಲಿಯಾಸ್ ಬಸವರಾಜ್ (28) ಹಾಗೂ ದಾಸನಪುರದ ವಿನಯ್ ಅಲಿಯಾಸ್ ವಿನಿ(26)ಬಂಧಿತ ಆರೋಪಿಗಳಾಗಿದ್ದಾರೆ ಎಂದು ನಗರ ಪೊಲೀಸ್ ಆಯುಕ್ತ ಸೀಮಾಂತ್ ಕುಮಾರ್ ಸಿಂಗ್ ಅವರು ಪತ್ರಿಕಾಗೋಷ್ಠಿಯಲ್ಲಿ ತಿಳಿಸಿದರು. ಮಾದನಾಯಕನಹಳ್ಳಿ ತಮ್ಮೇನಹಳ್ಳಿಯ ಸೆಕ್ಯೂರಿಟಿ ಏಜೆನ್ಸಿ ಉದ್ಯೋಗಿ ಶಿವಶಂಕರ್ ಅವರು ಕಳೆದ ಜೂ.15 ರಂದು ಅವರ ಮಾಲೀಕ ರಾತ್ರಿ ಸಮಯದಲ್ಲಿ ಕುದುರೆಗೆರೆ ಕಾಲೋನಿ ಗೇಟ್‌ನ ದೇವಾಸ್ಥಾನದ ಬಳಿ ಅವರ ಕಾರು ನಿಲ್ಲಿಸಿದ್ದ 74 ಲಕ್ಷ ಹಣವನ್ನಿಟ್ಟುಕೊಂಡು [694, 1034, 852, 1547]
story4-column-5 [1326, 1013, 1479, 1714]
story2-column-5 [1326, 278, 1479, 854]
story3-subhead: ಮೊಬೈಲ್ ಡಯಾಗ್ನೋಸ್ಟಿಕ್ ವ್ಯಾನ್‌ಗೆ ಸಚಿವ ಜೋಶಿ ಚಾಲನೆ [207, 1005, 632, 1031]
story3-column-3 [528, 1036, 679, 1715]
story3-text-2: ಆಶಯದೊಂದಿಗೆ ಈ ಅತ್ಯಾಧುನಿಕ ಸಂಚಾರಿ ಆರೋಗ್ಯ ಸೇವೆಯು ಜನಸಾಮಾನ್ಯರಿಗೆ ಲಭ್ಯವಾಗುತ್ತಿದೆ. ಗ್ರಾಮೀಣ ಹಾಗೂ ದೂರ ಪ್ರದೇಶಗಳ ಜನರಿಗೆ ಅಗತ್ಯ ವೈದ್ಯಕೀಯ ತಪಾಸಣೆ ಮತ್ತು ಆರೋಗ್ಯ ಸೇವೆಯನ್ನು ಮನೆಬಾಗಿಲಿಗೆ ಒಯ್ಯುವ ಅನನ್ಯ ಕಾರ್ಯ ನಿರ್ವಹಿಸಲಿದೆ ಎಂದರು. ಹುಬ್ಬಳ್ಳಿ-ಧಾರವಾಡ ಭಾಗದಲ್ಲಿ ಸಹಜವಾದ ಕಟ್ಟಕಡೆಯ ವ್ಯಕ್ತಿಗೂ ಗುಣಮಟ್ಟದ ಆರೋಗ್ಯ ಸೇವೆ ತಲುಪಿಸುವ ದಿಸೆಯಲ್ಲಿ ಇದೊಂದು ಮಹತ್ವಪೂರ್ಣ ಹೆಜ್ಜೆಯಾಗಿದೆ ಎಂದು ಸಚಿವ ಪ್ರಲ್ಹಾದ ಜೋಶಿ ಶ್ಲಾಘಿಸಿದರು. ದೇಶದ ಪ್ರಗತಿಯ ಯಶೋಗಾಥೆ ಮನ್ ಕಿ ಬಾತ್: ಇದೇ ವೇಳೆ ಹುಬ್ಬಳ್ಳಿ ದೇಶಪಾಂಡೆ ನಗರದ ಜಿಮಖಾನ್ ಮೈದಾನದಲ್ಲಿ ರೋಟರಿ ಕ್ಲಬ್ ಮತ್ತು ಎಸ್‌ಎಂಆರ್ ಫೌಂಡೇಶನ್ ಆಯೋಜಿಸಿದ್ದ ಪ್ರಧಾನಿ ನರೇಂದ್ರ ಮೋದಿ ಅವರ 135ನೇ 'ಮನ್ ಕಿ ಬಾತ್' ಅತ್ಯಂತ ವೀಕ್ಷಣೆಯಲ್ಲಿ ಭಾಗಿಯಾಗಿ, ಪ್ರಧಾನಿ ಅವರ ಈ ವಿಶಿಷ್ಟ ಕಾರ್ಯಕ್ರಮ ದೇಶದ ಪ್ರಗತಿಯ ಯಶೋಗಾಥೆಯನ್ನು ಬಿಂಬಿಸುತ್ತದೆ ಎಂದು [369, 1038, 520, 1551]
story3-headline: ಹುಬ್ಬಳ್ಳಿಯಲ್ಲಿ ಸಂಚಾರಿ ಆರೋಗ್ಯ ಸೇವೆಗೆ ಹೊಸ ಸಾಧನ [207, 974, 600, 1001]
